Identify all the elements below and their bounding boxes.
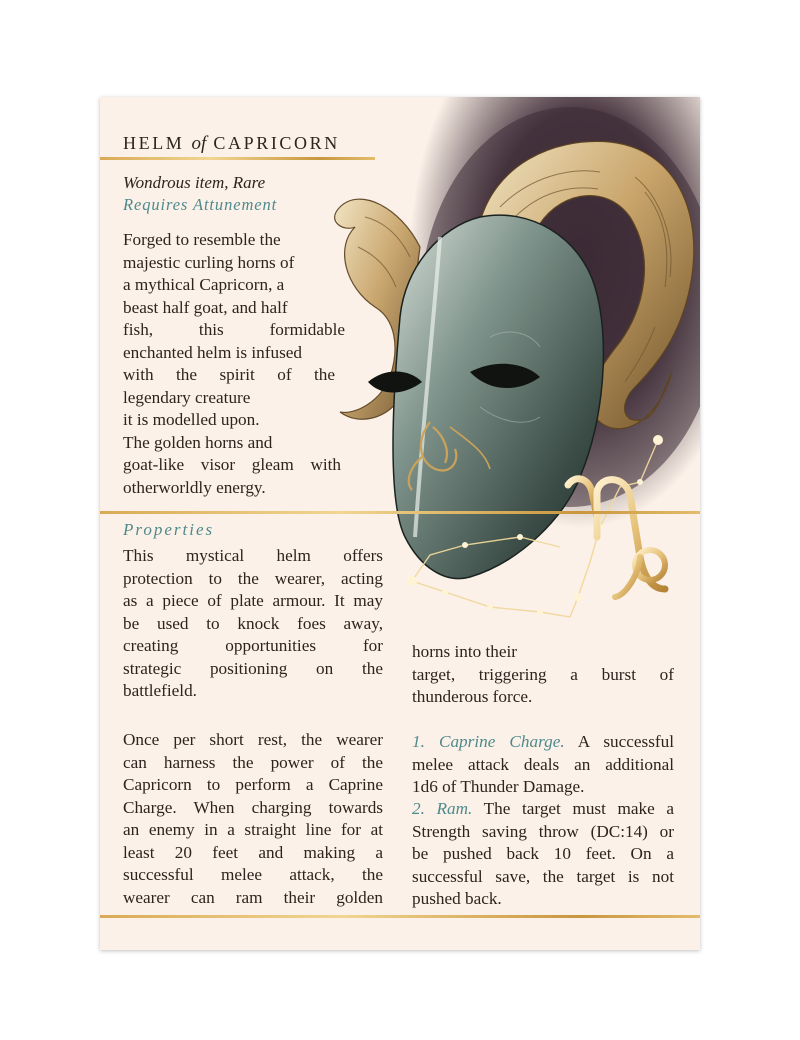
title-divider <box>100 157 375 160</box>
item-card <box>100 97 700 950</box>
charge-name: Caprine Charge. <box>438 732 565 751</box>
properties-paragraph-1: This mystical helm offers protection to the wearer, acting as a piece of plate armour. It may be used to knock foes away, creating opportunities for strategic positioning on the battlefield. <box>123 546 383 700</box>
attunement-requirement: Requires Attunement <box>123 195 278 214</box>
item-type: Wondrous item, Rare <box>123 173 266 192</box>
properties-paragraph-3: horns into their target, triggering a burst of thunderous force. <box>412 642 674 706</box>
properties-heading: Properties <box>123 520 215 539</box>
bottom-divider <box>100 915 700 918</box>
ram-ability: 2. Ram. The target must make a Strength saving throw (DC:14) or be pushed back 10 feet. On a successful save, the target is not pushed back. <box>412 799 675 908</box>
card-title: HELM of CAPRICORN <box>123 133 340 154</box>
description-text: Forged to resemble the majestic curling horns of a mythical Capricorn, a beast half goat, and half fish, this formidable enchanted helm is infused with the spirit of the legendary creature it is modelled upon. The golden horns and goat-like visor gleam with otherworldly energy. <box>123 230 345 497</box>
caprine-charge-ability: 1. Caprine Charge. A successful melee attack deals an additional 1d6 of Thunder Damage. <box>412 732 674 796</box>
properties-divider <box>100 511 700 514</box>
ram-number: 2. <box>412 799 425 818</box>
ram-name: Ram. <box>436 799 473 818</box>
properties-paragraph-2: Once per short rest, the wearer can harness the power of the Capricorn to perform a Caprine Charge. When charging towards an enemy in a straight line for at least 20 feet and making a successful melee attack, the wearer can ram their golden <box>123 730 383 907</box>
charge-number: 1. <box>412 732 425 751</box>
